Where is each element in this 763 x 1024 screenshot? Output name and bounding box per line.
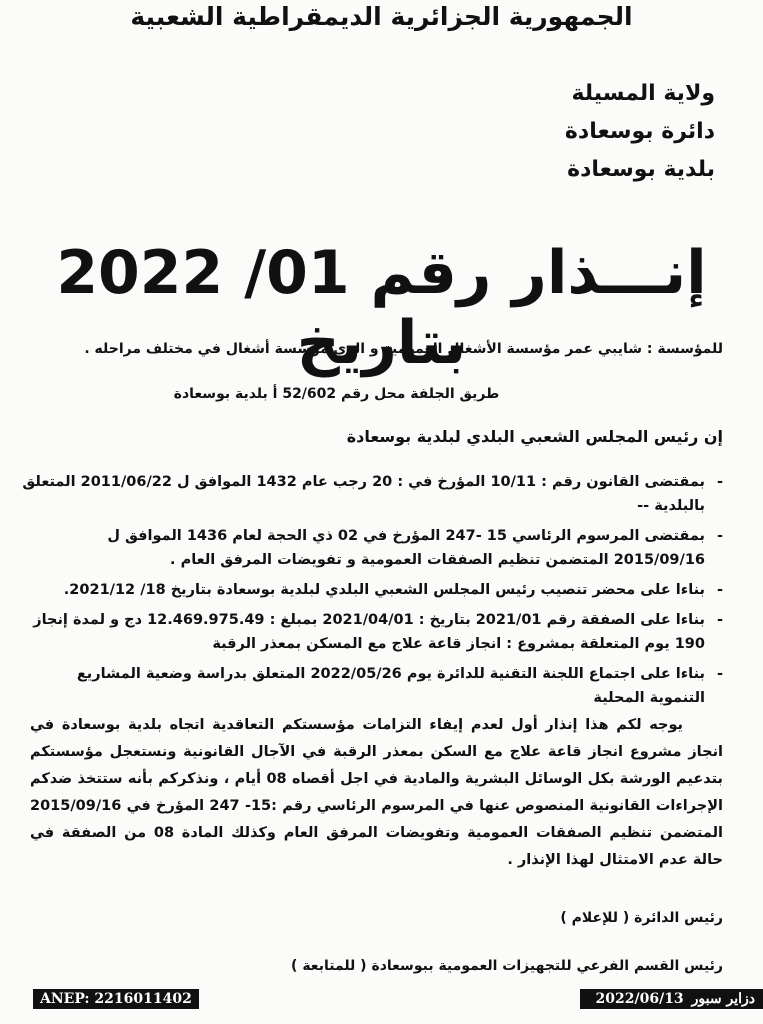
publication-date: 2022/06/13 — [595, 991, 684, 1007]
republic-header: الجمهورية الجزائرية الديمقراطية الشعبية — [130, 2, 633, 31]
notice-title: إنـــذار رقم 01/ 2022 بتاريخ — [56, 238, 707, 378]
legal-basis-item: - بناءا على اجتماع اللجنة التقنية للدائرة يوم 2022/05/26 المتعلق بدراسة وضعية المشاريع التنموية المحلية — [18, 662, 723, 710]
legal-basis-item: - بمقتضى القانون رقم : 10/11 المؤرخ في : 20 رجب عام 1432 الموافق ل 2011/06/22 المتعلق بالبلدية -- — [18, 470, 723, 518]
administration-block — [565, 75, 715, 189]
copy-recipient-daira: رئيس الدائرة ( للإعلام ) — [560, 910, 723, 926]
publication-band — [580, 989, 763, 1009]
legal-basis-item: - بمقتضى المرسوم الرئاسي 15 -247 المؤرخ في 02 ذي الحجة لعام 1436 الموافق ل 2015/09/16 المتضمن تنظيم الصفقات العمومية و تفويضات المرفق العام . — [18, 524, 723, 572]
notice-body: يوجه لكم هذا إنذار أول لعدم إيفاء التزامات مؤسستكم التعاقدية اتجاه بلدية بوسعادة في انجاز مشروع انجاز قاعة علاج مع السكن بمعذر الرقبة في الآجال القانونية ونستعجل مؤسستكم بتدعيم الورشة بكل الوسائل البشرية والمادية في اجل أقصاه 08 أيام ، ونذكركم بأنه ستتخذ ضدكم الإجراءات القانونية المنصوص عنها في المرسوم الرئاسي رقم :15- 247 المؤرخ في 2015/09/16 المتضمن تنظيم الصفقات العمومية وتفويضات المرفق العام وكذلك المادة 08 من الصفقة في حالة عدم الامتثال لهذا الإنذار . — [30, 717, 723, 868]
wilaya-line: ولاية المسيلة — [571, 81, 715, 106]
legal-basis-item: - بناءا على الصفقة رقم 2021/01 بتاريخ : 2021/04/01 بمبلغ : 12.469.975.49 دج و لمدة إنجاز 190 يوم المتعلقة بمشروع : انجاز قاعة علاج مع المسكن بمعذر الرقبة — [18, 608, 723, 656]
anep-reference: ANEP: 2216011402 — [33, 989, 199, 1009]
copy-recipient-subdivision: رئيس القسم الفرعي للتجهيزات العمومية ببوسعادة ( للمتابعة ) — [291, 958, 723, 974]
recipient-establishment: للمؤسسة : شايبي عمر مؤسسة الأشغال العمومية و الري مؤسسة أشغال في مختلف مراحله . — [84, 341, 723, 357]
legal-basis-list — [18, 470, 723, 716]
president-line: إن رئيس المجلس الشعبي البلدي لبلدية بوسعادة — [346, 427, 723, 446]
daira-line: دائرة بوسعادة — [564, 119, 715, 144]
recipient-address: طريق الجلفة محل رقم 52/602 أ بلدية بوسعادة — [173, 386, 500, 402]
newspaper-name: دزاير سبور — [691, 991, 755, 1007]
baladiya-line: بلدية بوسعادة — [567, 157, 715, 182]
legal-basis-item: - بناءا على محضر تنصيب رئيس المجلس الشعبي البلدي لبلدية بوسعادة بتاريخ 18/ 2021/12. — [18, 578, 723, 602]
